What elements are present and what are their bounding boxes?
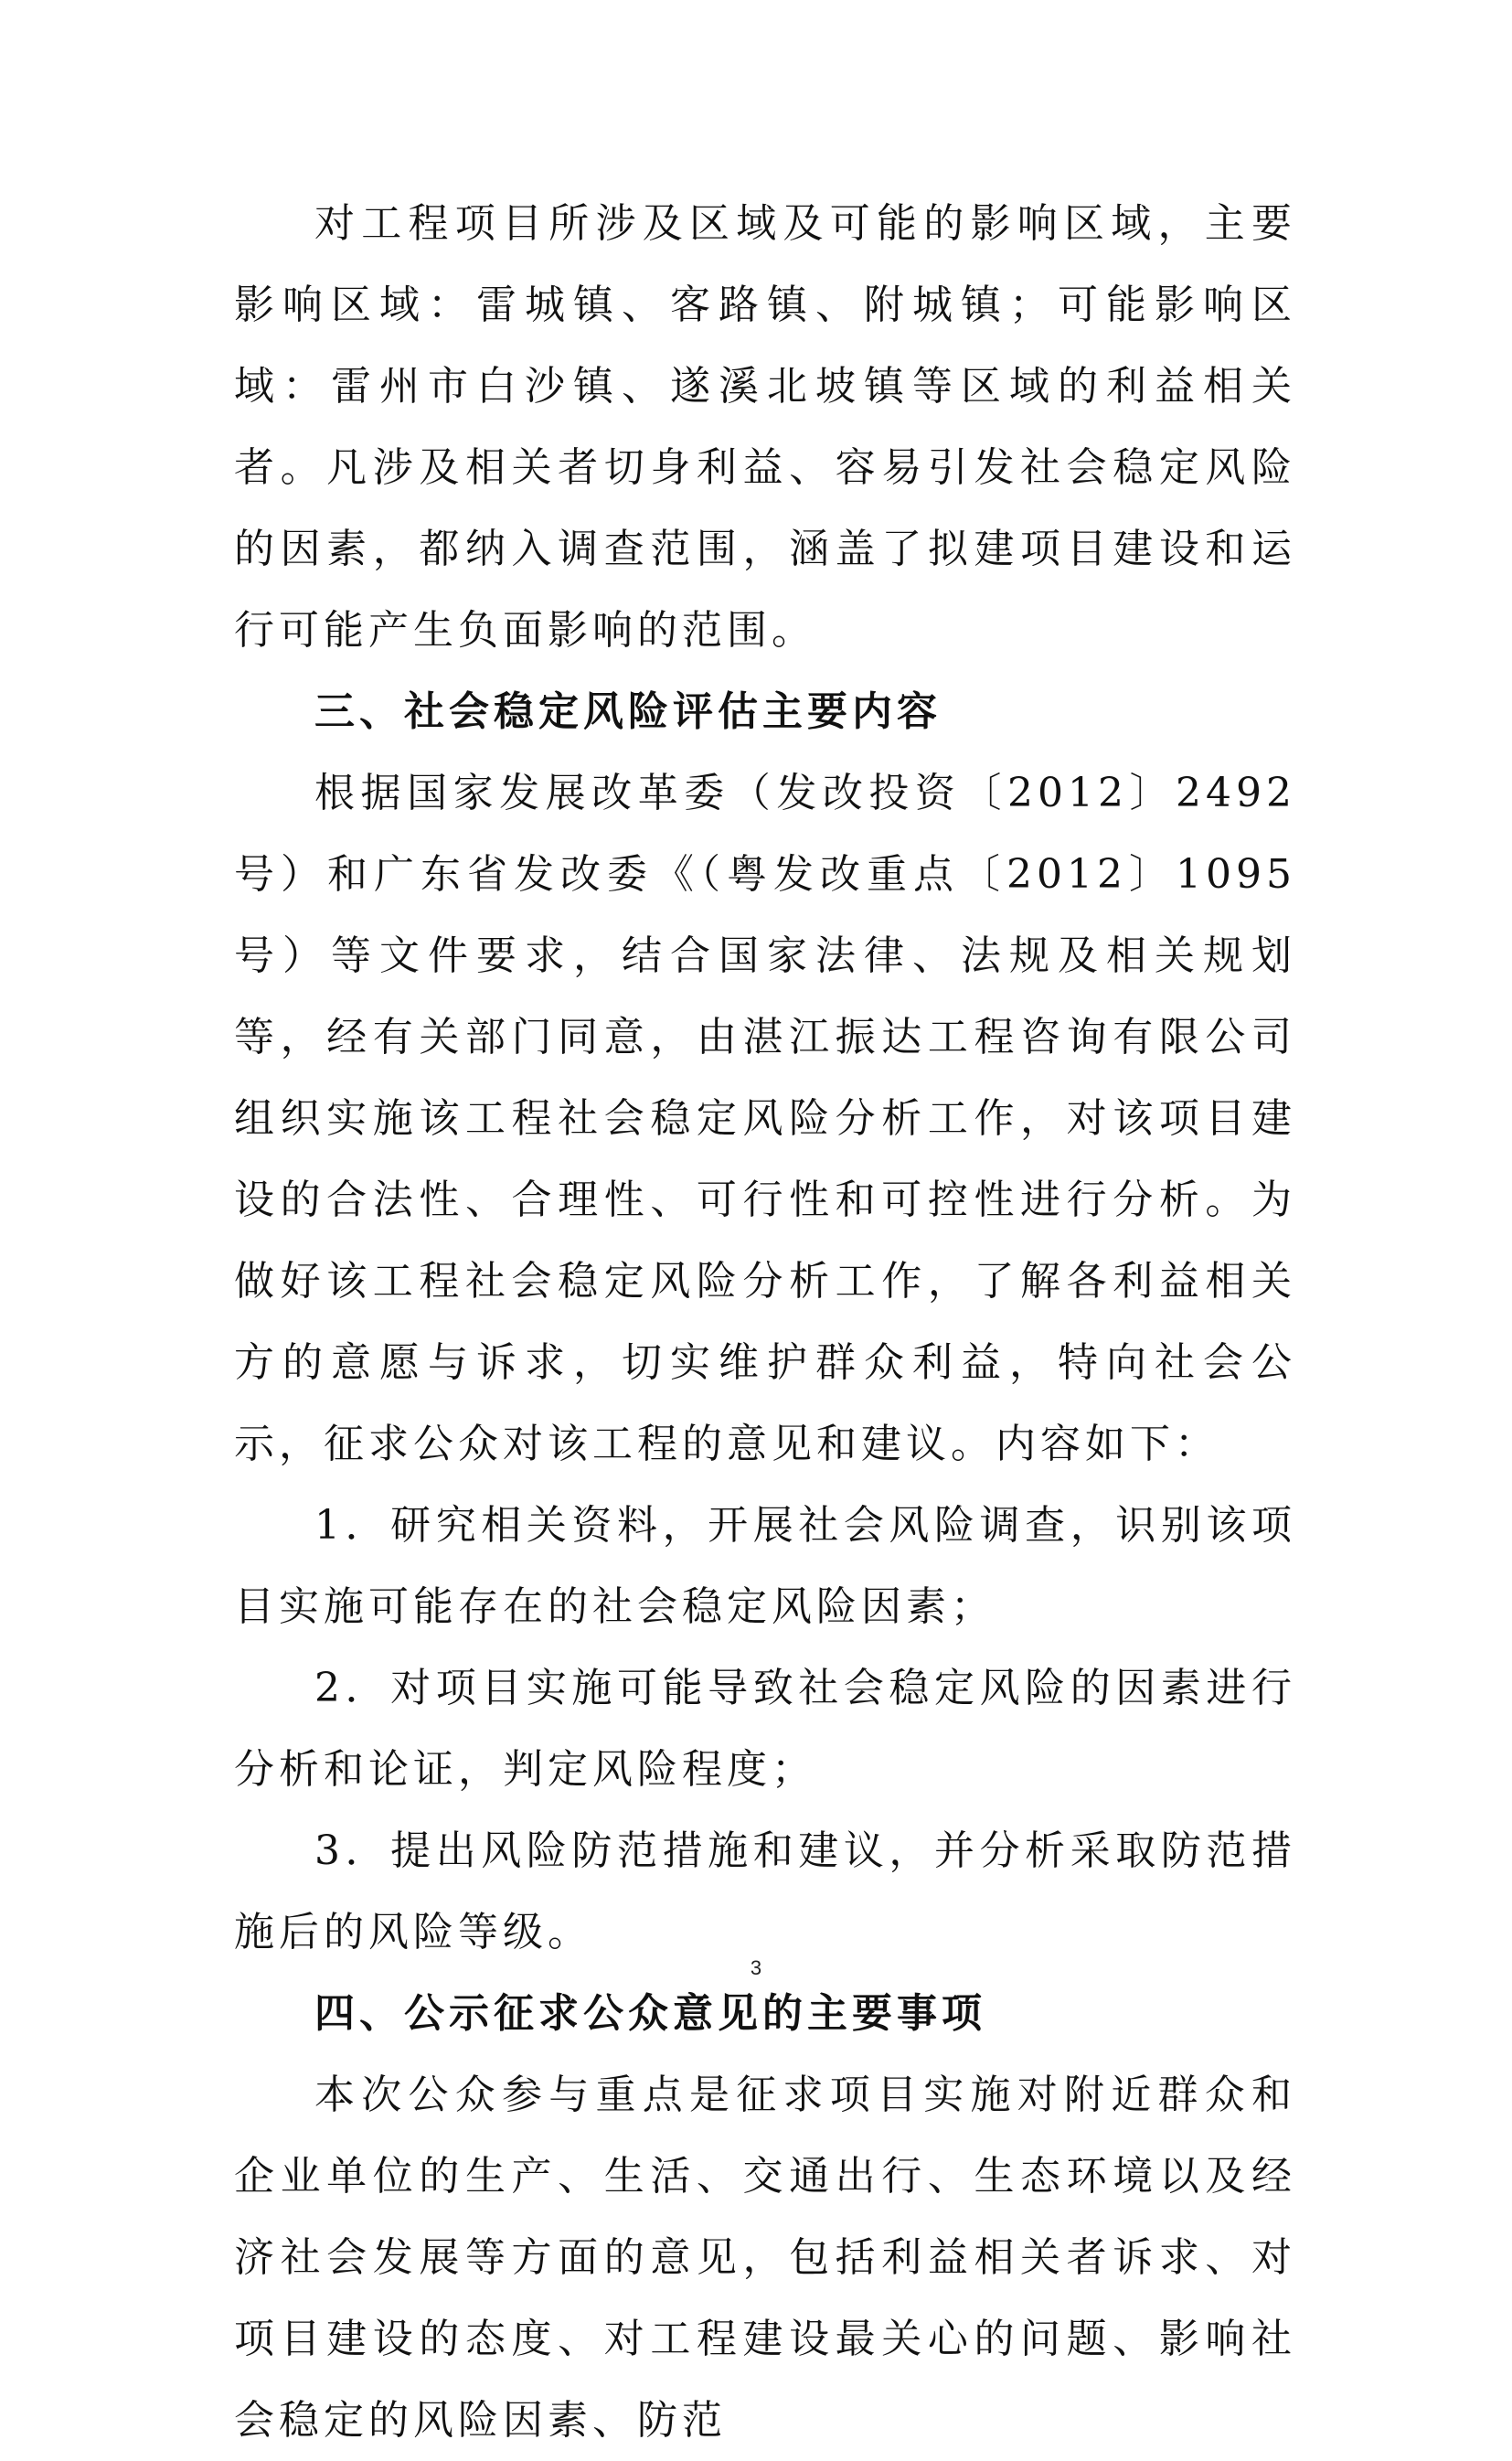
- section-heading-public-opinion: 四、公示征求公众意见的主要事项: [314, 1990, 986, 2037]
- section-heading-assessment-content: 三、社会稳定风险评估主要内容: [314, 688, 942, 735]
- paragraph-impact-area: 对工程项目所涉及区域及可能的影响区域，主要影响区域：雷城镇、客路镇、附城镇；可能影响区域：雷州市白沙镇、遂溪北坡镇等区域的利益相关者。凡涉及相关者切身利益、容易引发社会稳定风险的因素，都纳入调查范围，涵盖了拟建项目建设和运行可能产生负面影响的范围。: [234, 200, 1296, 654]
- paragraph-public-participation: 本次公众参与重点是征求项目实施对附近群众和企业单位的生产、生活、交通出行、生态环境以及经济社会发展等方面的意见，包括利益相关者诉求、对项目建设的态度、对工程建设最关心的问题、影响社会稳定的风险因素、防范: [234, 2072, 1296, 2444]
- paragraph-assessment-basis: 根据国家发展改革委（发改投资〔2012〕2492号）和广东省发改委《（粤发改重点〔2012〕1095号）等文件要求，结合国家法律、法规及相关规划等，经有关部门同意，由湛江振达工程咨询有限公司组织实施该工程社会稳定风险分析工作，对该项目建设的合法性、合理性、可行性和可控性进行分析。为做好该工程社会稳定风险分析工作，了解各利益相关方的意愿与诉求，切实维护群众利益，特向社会公示，征求公众对该工程的意见和建议。内容如下：: [234, 770, 1296, 1467]
- list-item-2: 2．对项目实施可能导致社会稳定风险的因素进行分析和论证，判定风险程度；: [234, 1665, 1296, 1793]
- list-item-1: 1．研究相关资料，开展社会风险调查，识别该项目实施可能存在的社会稳定风险因素；: [234, 1502, 1296, 1630]
- page-number: 3: [750, 1956, 762, 1979]
- list-item-3: 3．提出风险防范措施和建议，并分析采取防范措施后的风险等级。: [234, 1827, 1296, 1955]
- document-body: [234, 183, 1296, 2461]
